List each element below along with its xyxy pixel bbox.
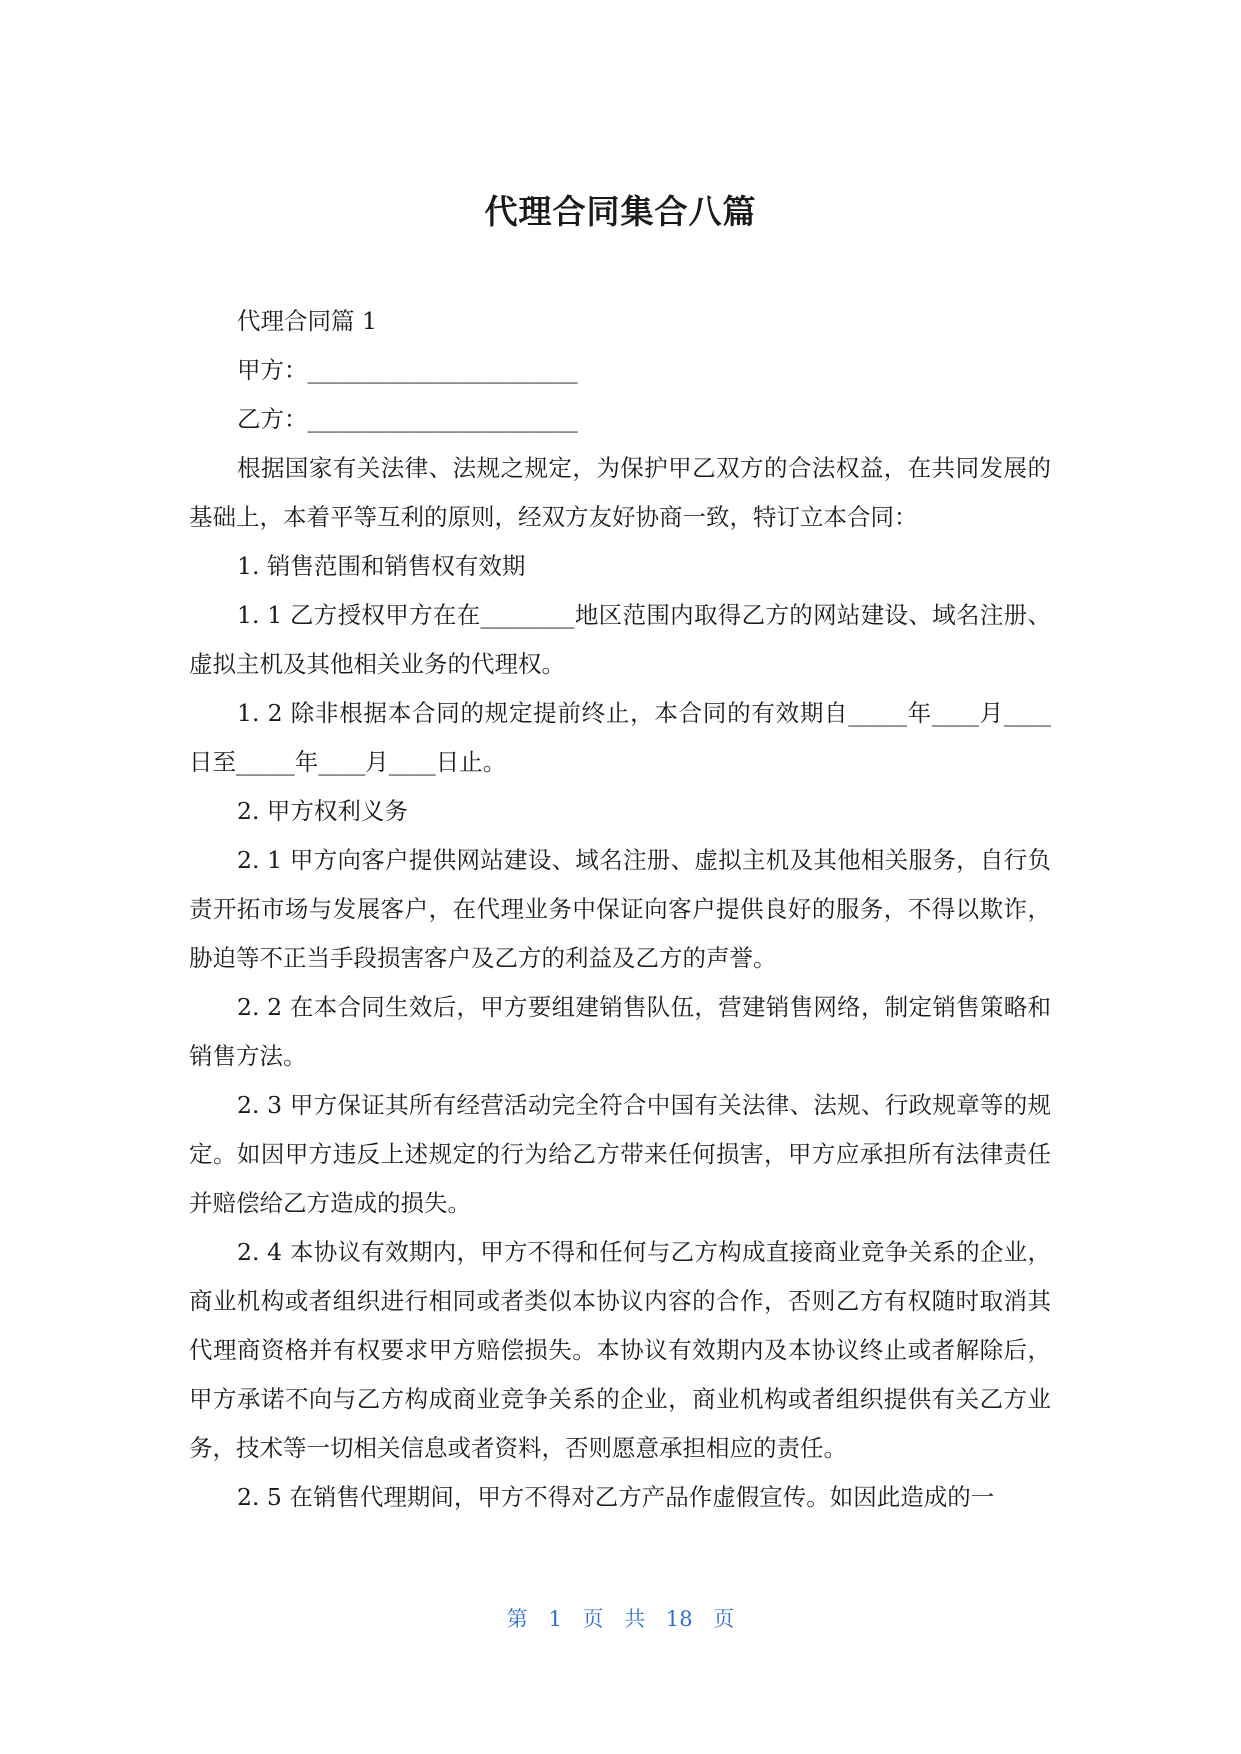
- document-body: [189, 297, 1051, 1522]
- clause-paragraph: 2. 2 在本合同生效后，甲方要组建销售队伍，营建销售网络，制定销售策略和销售方法。: [189, 993, 1051, 1070]
- clause-paragraph: 2. 3 甲方保证其所有经营活动完全符合中国有关法律、法规、行政规章等的规定。如因甲方违反上述规定的行为给乙方带来任何损害，甲方应承担所有法律责任并赔偿给乙方造成的损失。: [189, 1091, 1051, 1217]
- clause-paragraph: 1. 2 除非根据本合同的规定提前终止，本合同的有效期自_____年____月____日至_____年____月____日止。: [189, 699, 1051, 776]
- clause-heading: 2. 甲方权利义务: [237, 797, 408, 825]
- clause-paragraph: 1. 1 乙方授权甲方在在________地区范围内取得乙方的网站建设、域名注册、虚拟主机及其他相关业务的代理权。: [189, 601, 1051, 678]
- clause-paragraph: 2. 4 本协议有效期内，甲方不得和任何与乙方构成直接商业竞争关系的企业，商业机构或者组织进行相同或者类似本协议内容的合作，否则乙方有权随时取消其代理商资格并有权要求甲方赔偿损失。本协议有效期内及本协议终止或者解除后，甲方承诺不向与乙方构成商业竞争关系的企业，商业机构或者组织提供有关乙方业务，技术等一切相关信息或者资料，否则愿意承担相应的责任。: [189, 1238, 1051, 1462]
- page-number-footer: 第 1 页 共 18 页: [506, 1607, 735, 1631]
- clause-paragraph: 2. 5 在销售代理期间，甲方不得对乙方产品作虚假宣传。如因此造成的一: [237, 1483, 995, 1511]
- clause-heading: 1. 销售范围和销售权有效期: [237, 552, 526, 580]
- document-title: 代理合同集合八篇: [484, 192, 757, 231]
- party-b-line: 乙方：_______________________: [237, 405, 578, 433]
- clause-paragraph: 2. 1 甲方向客户提供网站建设、域名注册、虚拟主机及其他相关服务，自行负责开拓市场与发展客户，在代理业务中保证向客户提供良好的服务，不得以欺诈，胁迫等不正当手段损害客户及乙方的利益及乙方的声誉。: [189, 846, 1051, 972]
- section-heading: 代理合同篇 1: [237, 307, 377, 335]
- preamble-paragraph: 根据国家有关法律、法规之规定，为保护甲乙双方的合法权益，在共同发展的基础上，本着平等互利的原则，经双方友好协商一致，特订立本合同：: [189, 454, 1051, 531]
- party-a-line: 甲方：_______________________: [237, 356, 578, 384]
